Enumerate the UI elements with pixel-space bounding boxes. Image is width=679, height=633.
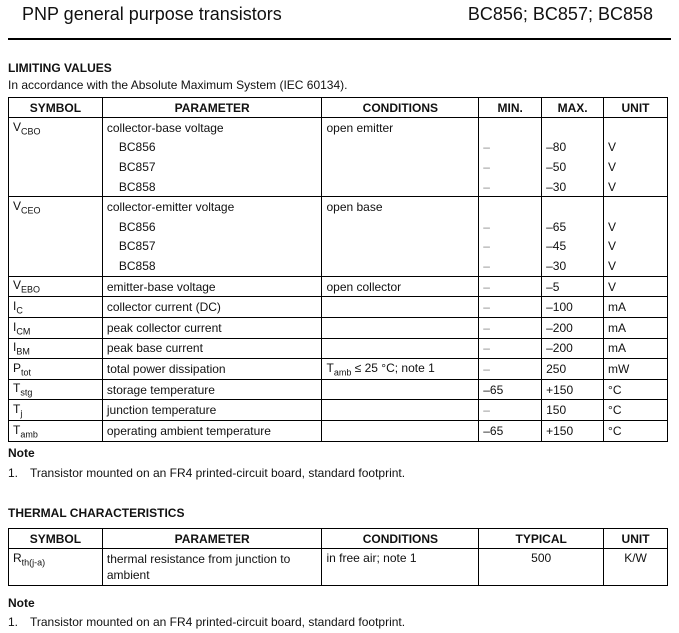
page-header — [8, 2, 671, 36]
parameter-cell: operating ambient temperature — [102, 420, 322, 441]
table-row — [9, 138, 668, 158]
conditions-cell — [322, 138, 479, 158]
table-row — [9, 400, 668, 421]
limiting-values-subtitle: In accordance with the Absolute Maximum System (IEC 60134). — [8, 78, 348, 92]
table-row — [9, 256, 668, 276]
min-cell: – — [479, 177, 542, 197]
min-cell: – — [479, 157, 542, 177]
conditions-cell: open emitter — [322, 118, 479, 138]
part-numbers: BC856; BC857; BC858 — [467, 4, 653, 24]
table-row — [9, 359, 668, 380]
table-row — [9, 177, 668, 197]
column-header: UNIT — [604, 98, 668, 118]
parameter-cell: peak collector current — [102, 317, 322, 338]
column-header: MAX. — [542, 98, 604, 118]
limiting-values-table — [8, 97, 668, 442]
max-cell: –65 — [542, 217, 604, 237]
max-cell: –80 — [542, 138, 604, 158]
max-cell: 250 — [542, 359, 604, 380]
symbol-cell: $V_{EBO}$ — [9, 276, 103, 297]
unit-cell: mW — [604, 359, 668, 380]
note-item — [8, 466, 405, 480]
unit-cell: V — [604, 276, 668, 297]
table-row — [9, 197, 668, 217]
unit-cell: K/W — [604, 549, 668, 586]
symbol-cell: $T_{amb}$ — [9, 420, 103, 441]
conditions-cell: $T_{amb} \le 25$ °C; note 1 — [322, 359, 479, 380]
unit-cell: mA — [604, 297, 668, 318]
table-row — [9, 157, 668, 177]
min-cell: – — [479, 317, 542, 338]
thermal-title: THERMAL CHARACTERISTICS — [8, 506, 185, 520]
conditions-cell: open collector — [322, 276, 479, 297]
min-cell: – — [479, 297, 542, 318]
symbol-cell: $T_j$ — [9, 400, 103, 421]
typical-cell: 500 — [479, 549, 604, 586]
unit-cell: °C — [604, 420, 668, 441]
table-row — [9, 276, 668, 297]
thermal-table — [8, 528, 668, 586]
parameter-cell: total power dissipation — [102, 359, 322, 380]
symbol-cell — [9, 138, 103, 158]
parameter-cell: BC858 — [102, 256, 322, 276]
note-text: Transistor mounted on an FR4 printed-circuit board, standard footprint. — [30, 615, 406, 629]
thermal-note-title: Note — [8, 596, 35, 610]
column-header: TYPICAL — [479, 529, 604, 549]
parameter-cell: BC856 — [102, 138, 322, 158]
table-header-row — [9, 98, 668, 118]
unit-cell: V — [604, 217, 668, 237]
max-cell: –45 — [542, 237, 604, 257]
conditions-cell — [322, 317, 479, 338]
table-header-row — [9, 529, 668, 549]
table-row — [9, 549, 668, 586]
unit-cell: mA — [604, 338, 668, 359]
table-row — [9, 338, 668, 359]
min-cell: – — [479, 256, 542, 276]
max-cell: –200 — [542, 317, 604, 338]
table-row — [9, 118, 668, 138]
table-row — [9, 420, 668, 441]
conditions-cell — [322, 217, 479, 237]
max-cell — [542, 118, 604, 138]
min-cell: –65 — [479, 420, 542, 441]
symbol-cell: $I_{CM}$ — [9, 317, 103, 338]
conditions-cell — [322, 379, 479, 400]
unit-cell: °C — [604, 400, 668, 421]
symbol-cell: $P_{tot}$ — [9, 359, 103, 380]
symbol-cell — [9, 217, 103, 237]
unit-cell: °C — [604, 379, 668, 400]
max-cell: –200 — [542, 338, 604, 359]
max-cell: –5 — [542, 276, 604, 297]
note-title: Note — [8, 446, 35, 460]
parameter-cell: collector current (DC) — [102, 297, 322, 318]
min-cell: – — [479, 138, 542, 158]
note-number: 1. — [8, 615, 19, 629]
max-cell: –50 — [542, 157, 604, 177]
thermal-note-item — [8, 615, 405, 629]
symbol-cell: $I_{BM}$ — [9, 338, 103, 359]
min-cell — [479, 118, 542, 138]
max-cell: –30 — [542, 256, 604, 276]
unit-cell — [604, 118, 668, 138]
conditions-cell — [322, 237, 479, 257]
min-cell: –65 — [479, 379, 542, 400]
column-header: MIN. — [479, 98, 542, 118]
parameter-cell: collector-base voltage — [102, 118, 322, 138]
column-header: CONDITIONS — [322, 529, 479, 549]
column-header: PARAMETER — [102, 98, 322, 118]
unit-cell — [604, 197, 668, 217]
min-cell: – — [479, 359, 542, 380]
table-row — [9, 297, 668, 318]
max-cell — [542, 197, 604, 217]
min-cell: – — [479, 338, 542, 359]
parameter-cell: BC856 — [102, 217, 322, 237]
column-header: UNIT — [604, 529, 668, 549]
max-cell: –30 — [542, 177, 604, 197]
min-cell: – — [479, 400, 542, 421]
max-cell: +150 — [542, 420, 604, 441]
table-row — [9, 379, 668, 400]
parameter-cell: junction temperature — [102, 400, 322, 421]
parameter-cell: emitter-base voltage — [102, 276, 322, 297]
parameter-cell: collector-emitter voltage — [102, 197, 322, 217]
unit-cell: mA — [604, 317, 668, 338]
symbol-cell: $I_C$ — [9, 297, 103, 318]
table-row — [9, 237, 668, 257]
min-cell: – — [479, 276, 542, 297]
min-cell: – — [479, 217, 542, 237]
note-text: Transistor mounted on an FR4 printed-circuit board, standard footprint. — [30, 466, 406, 480]
conditions-cell: in free air; note 1 — [322, 549, 479, 586]
conditions-cell — [322, 297, 479, 318]
max-cell: +150 — [542, 379, 604, 400]
max-cell: 150 — [542, 400, 604, 421]
unit-cell: V — [604, 177, 668, 197]
parameter-cell: peak base current — [102, 338, 322, 359]
symbol-cell — [9, 256, 103, 276]
conditions-cell — [322, 338, 479, 359]
column-header: PARAMETER — [102, 529, 322, 549]
document-title: PNP general purpose transistors — [22, 4, 282, 24]
conditions-cell — [322, 400, 479, 421]
conditions-cell — [322, 256, 479, 276]
symbol-cell — [9, 177, 103, 197]
table-row — [9, 317, 668, 338]
limiting-values-title: LIMITING VALUES — [8, 61, 112, 75]
parameter-cell: BC857 — [102, 237, 322, 257]
column-header: SYMBOL — [9, 98, 103, 118]
min-cell: – — [479, 237, 542, 257]
symbol-cell: $R_{th(j-a)}$ — [9, 549, 103, 586]
parameter-cell: thermal resistance from junction to ambient — [102, 549, 322, 586]
unit-cell: V — [604, 157, 668, 177]
parameter-cell: storage temperature — [102, 379, 322, 400]
conditions-cell — [322, 420, 479, 441]
max-cell: –100 — [542, 297, 604, 318]
unit-cell: V — [604, 138, 668, 158]
column-header: SYMBOL — [9, 529, 103, 549]
symbol-cell: $V_{CEO}$ — [9, 197, 103, 217]
note-number: 1. — [8, 466, 19, 480]
unit-cell: V — [604, 256, 668, 276]
symbol-cell — [9, 157, 103, 177]
symbol-cell — [9, 237, 103, 257]
conditions-cell — [322, 177, 479, 197]
conditions-cell: open base — [322, 197, 479, 217]
column-header: CONDITIONS — [322, 98, 479, 118]
parameter-cell: BC858 — [102, 177, 322, 197]
min-cell — [479, 197, 542, 217]
conditions-cell — [322, 157, 479, 177]
header-rule — [8, 38, 671, 40]
table-row — [9, 217, 668, 237]
symbol-cell: $T_{stg}$ — [9, 379, 103, 400]
parameter-cell: BC857 — [102, 157, 322, 177]
symbol-cell: $V_{CBO}$ — [9, 118, 103, 138]
unit-cell: V — [604, 237, 668, 257]
